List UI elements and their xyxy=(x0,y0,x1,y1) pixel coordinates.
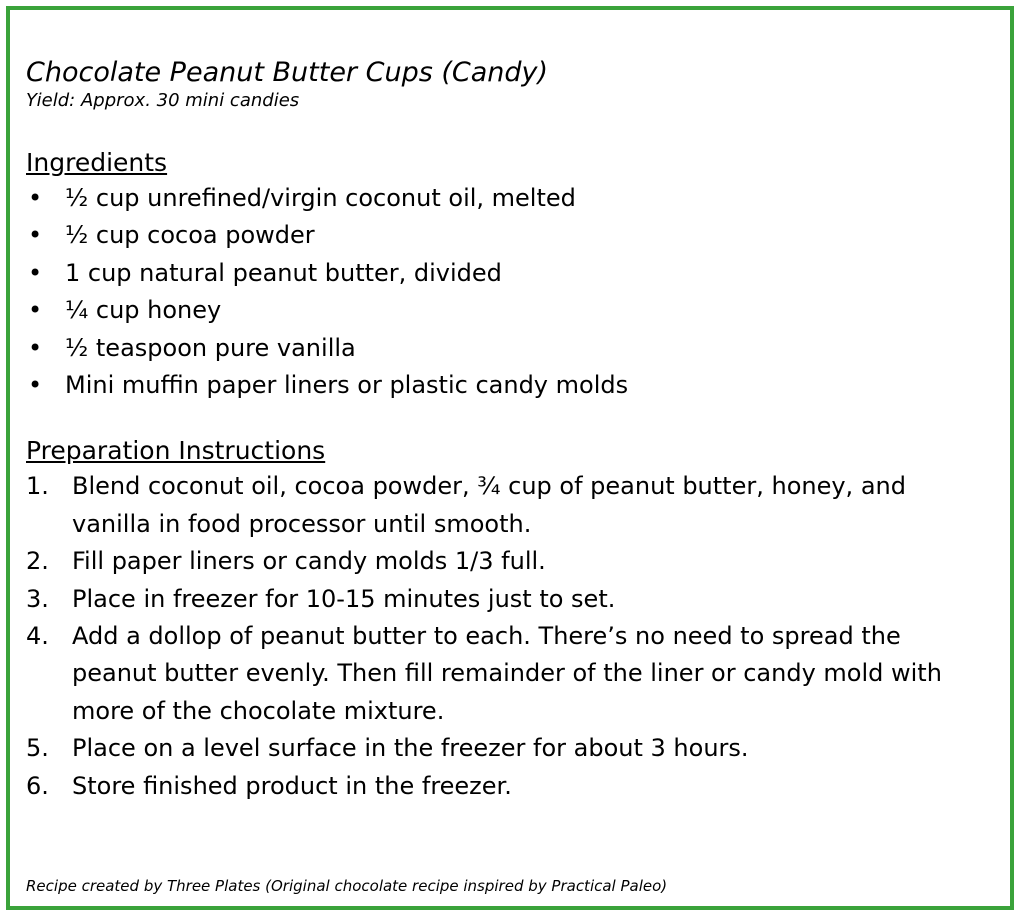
ingredient-item xyxy=(26,180,990,217)
step-text: Add a dollop of peanut butter to each. There’s no need to spread the peanut butter evenly. Then fill remainder of the liner or candy mold with more of the chocolate mixture. xyxy=(72,622,942,725)
bullet-icon: • xyxy=(28,258,43,287)
step-number: 5. xyxy=(26,734,49,763)
ingredient-item xyxy=(26,330,990,367)
instructions-heading: Preparation Instructions xyxy=(26,436,326,466)
ingredient-item xyxy=(26,255,990,292)
step-number: 6. xyxy=(26,771,49,800)
step-text: Store finished product in the freezer. xyxy=(72,771,512,800)
recipe-card xyxy=(6,6,1014,910)
bullet-icon: • xyxy=(28,371,43,400)
instruction-step xyxy=(26,581,990,618)
step-text: Fill paper liners or candy molds 1/3 full. xyxy=(72,547,546,576)
ingredient-item xyxy=(26,292,990,329)
ingredient-text: 1 cup natural peanut butter, divided xyxy=(65,258,502,287)
step-number: 4. xyxy=(26,622,49,651)
recipe-title: Chocolate Peanut Butter Cups (Candy) xyxy=(26,57,549,88)
instruction-step xyxy=(26,618,990,730)
ingredient-item xyxy=(26,217,990,254)
instruction-step xyxy=(26,730,990,767)
step-text: Place on a level surface in the freezer for about 3 hours. xyxy=(72,734,749,763)
bullet-icon: • xyxy=(28,221,43,250)
step-number: 2. xyxy=(26,547,49,576)
instruction-step xyxy=(26,468,990,543)
bullet-icon: • xyxy=(28,296,43,325)
ingredient-text: Mini muffin paper liners or plastic candy molds xyxy=(65,371,629,400)
instructions-list xyxy=(26,468,990,805)
ingredient-text: ½ teaspoon pure vanilla xyxy=(65,333,356,362)
recipe-yield: Yield: Approx. 30 mini candies xyxy=(26,90,300,111)
step-number: 1. xyxy=(26,472,49,501)
ingredient-text: ¼ cup honey xyxy=(65,296,222,325)
recipe-credit: Recipe created by Three Plates (Original chocolate recipe inspired by Practical Paleo) xyxy=(26,877,668,895)
instruction-step xyxy=(26,543,990,580)
ingredients-list xyxy=(26,180,990,404)
step-text: Place in freezer for 10-15 minutes just to set. xyxy=(72,584,616,613)
recipe-content xyxy=(26,56,990,805)
ingredient-text: ½ cup cocoa powder xyxy=(65,221,315,250)
bullet-icon: • xyxy=(28,184,43,212)
ingredient-item xyxy=(26,367,990,404)
bullet-icon: • xyxy=(28,333,43,362)
instruction-step xyxy=(26,768,990,805)
step-number: 3. xyxy=(26,584,49,613)
ingredient-text: ½ cup unrefined/virgin coconut oil, melted xyxy=(65,184,576,212)
ingredients-heading: Ingredients xyxy=(26,148,168,177)
step-text: Blend coconut oil, cocoa powder, ¾ cup of peanut butter, honey, and vanilla in food processor until smooth. xyxy=(72,472,906,538)
